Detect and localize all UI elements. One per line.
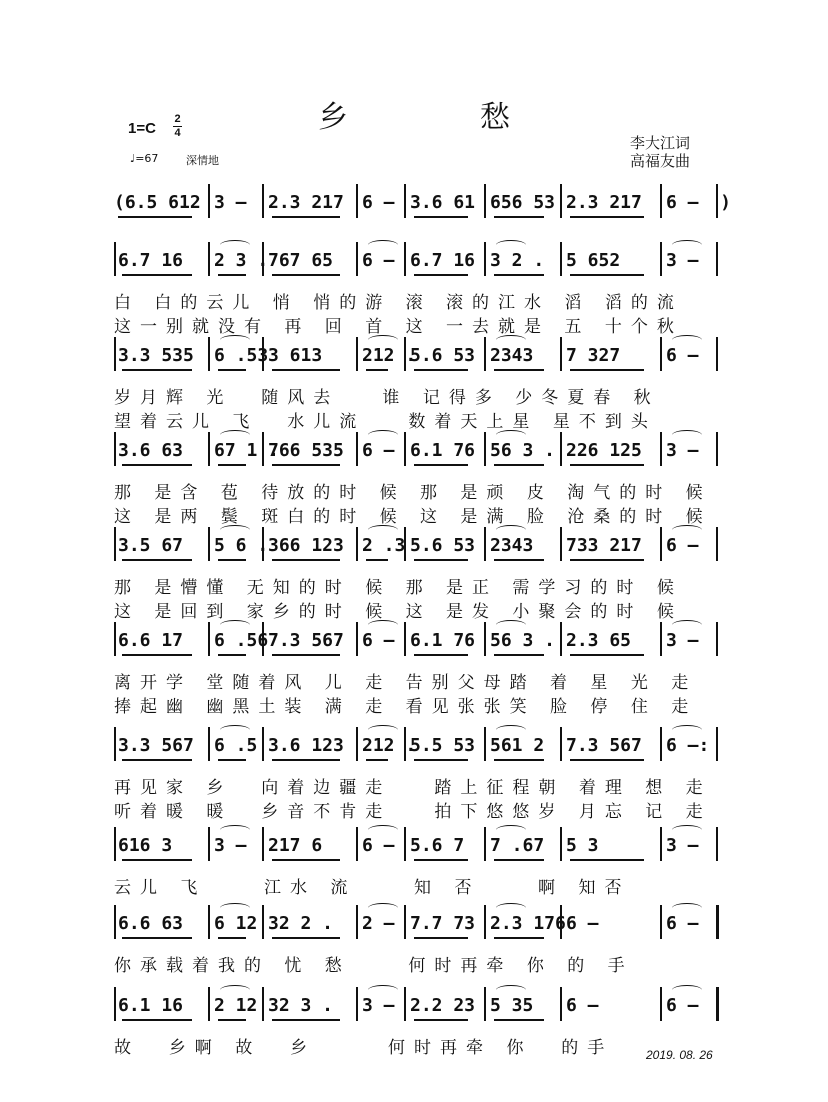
lyrics-verse-1: 白 白的云儿 悄 悄的游 滚 滚的江水 滔 滔的流	[114, 293, 683, 313]
measure-notes: 6 –	[666, 913, 699, 934]
lyrics-verse-1: 故 乡啊 故 乡 何时再牵 你 的手	[114, 1038, 614, 1058]
score-row	[0, 420, 828, 527]
measure-notes: 6.6 17	[118, 630, 184, 651]
measure-notes: 32 3 .	[268, 995, 334, 1016]
measure-notes: 6 –	[666, 345, 699, 366]
measure-notes: 2 .3	[362, 535, 406, 556]
beam-underline	[272, 369, 340, 371]
beam-underline	[494, 1019, 544, 1021]
slur-mark	[496, 903, 526, 913]
measure-notes: 2.3 217	[566, 192, 642, 213]
beam-underline	[218, 654, 246, 656]
beam-underline	[414, 559, 468, 561]
slur-mark	[496, 725, 526, 735]
lyrics-verse-2: 听着暖 暖 乡音不肯走 拍下悠悠岁 月忘 记 走	[114, 802, 712, 822]
measure-notes: 6.7 16	[118, 250, 184, 271]
measure-notes: 217 6	[268, 835, 323, 856]
beam-underline	[570, 274, 644, 276]
slur-mark	[496, 825, 526, 835]
measure-notes: 3 613	[268, 345, 323, 366]
beam-underline	[122, 937, 192, 939]
measure-notes: 67 1 .	[214, 440, 280, 461]
beam-underline	[570, 464, 644, 466]
notes-line	[0, 192, 828, 218]
slur-mark	[672, 430, 702, 440]
measure-notes: 2.2 23	[410, 995, 476, 1016]
beam-underline	[218, 1019, 246, 1021]
measure-notes: 6 –	[362, 250, 395, 271]
notes-line	[0, 345, 828, 371]
measure-notes: 7.7 73	[410, 913, 476, 934]
measure-notes: 5.5 53	[410, 735, 476, 756]
measure-notes: 2 –	[362, 913, 395, 934]
meter-top: 2	[174, 113, 181, 125]
notes-line	[0, 995, 828, 1021]
measure-notes: 6.7 16	[410, 250, 476, 271]
beam-underline	[272, 759, 340, 761]
measure-notes: 6 –	[362, 440, 395, 461]
measure-notes: 6 .5	[214, 735, 258, 756]
slur-mark	[220, 525, 250, 535]
measure-notes: 5.6 7	[410, 835, 465, 856]
measure-notes: 6.1 76	[410, 630, 476, 651]
beam-underline	[414, 216, 468, 218]
beam-underline	[366, 369, 388, 371]
slur-mark	[368, 825, 398, 835]
slur-mark	[220, 825, 250, 835]
measure-notes: 3 –	[362, 995, 395, 1016]
measure-notes: 3 –	[666, 630, 699, 651]
beam-underline	[570, 369, 644, 371]
lyrics-verse-1: 岁月辉 光 随风去 谁 记得多 少冬夏春 秋	[114, 388, 660, 408]
lyrics-verse-1: 云儿 飞 江水 流 知 否 啊 知否	[114, 878, 631, 898]
measure-notes: 6.1 76	[410, 440, 476, 461]
beam-underline	[414, 1019, 468, 1021]
measure-notes: 7 .67	[490, 835, 545, 856]
measure-notes: 32 2 .	[268, 913, 334, 934]
beam-underline	[122, 1019, 192, 1021]
measure-notes: 226 125	[566, 440, 642, 461]
slur-mark	[368, 903, 398, 913]
slur-mark	[368, 985, 398, 995]
tempo-marking: ♩=67	[130, 152, 159, 165]
score-row	[0, 715, 828, 822]
beam-underline	[122, 859, 192, 861]
measure-notes: 7 327	[566, 345, 621, 366]
slur-mark	[496, 620, 526, 630]
measure-notes: 5 652	[566, 250, 621, 271]
slur-mark	[672, 903, 702, 913]
beam-underline	[570, 216, 644, 218]
beam-underline	[494, 654, 544, 656]
slur-mark	[496, 335, 526, 345]
time-signature	[173, 114, 182, 139]
measure-notes: 767 65	[268, 250, 334, 271]
beam-underline	[494, 859, 544, 861]
measure-notes: 6 –	[566, 913, 599, 934]
beam-underline	[570, 654, 644, 656]
beam-underline	[272, 654, 340, 656]
lyrics-verse-1: 那 是含 苞 待放的时 候 那 是顽 皮 淘气的时 候	[114, 483, 712, 503]
beam-underline	[118, 216, 192, 218]
beam-underline	[272, 274, 340, 276]
slur-mark	[672, 725, 702, 735]
beam-underline	[494, 216, 544, 218]
measure-notes: 56 3 .	[490, 630, 556, 651]
measure-notes: 3 –	[214, 835, 247, 856]
slur-mark	[496, 240, 526, 250]
lyrics-verse-2: 捧起幽 幽黑土装 满 走 看见张张笑 脸 停 住 走	[114, 697, 698, 717]
measure-notes: 7.3 567	[566, 735, 642, 756]
slur-mark	[220, 903, 250, 913]
slur-mark	[220, 725, 250, 735]
notes-line	[0, 630, 828, 656]
meter-bottom: 4	[174, 127, 181, 139]
lyrics-verse-1: 再见家 乡 向着边疆走 踏上征程朝 着理 想 走	[114, 778, 712, 798]
beam-underline	[494, 464, 544, 466]
score-row	[0, 610, 828, 717]
beam-underline	[122, 559, 192, 561]
beam-underline	[272, 859, 340, 861]
measure-notes: 3.5 67	[118, 535, 184, 556]
lyrics-verse-2: 这一别就没有 再 回 首 这 一去就是 五 十个秋	[114, 317, 683, 337]
beam-underline	[218, 274, 246, 276]
slur-mark	[496, 985, 526, 995]
measure-notes: 2.3 65	[566, 630, 632, 651]
measure-notes: (6.5 612	[114, 192, 201, 213]
measure-notes: 6 – )	[666, 192, 732, 213]
beam-underline	[366, 759, 388, 761]
measure-notes: 2343	[490, 535, 534, 556]
measure-notes: 616 3	[118, 835, 173, 856]
measure-notes: 5 6 .	[214, 535, 269, 556]
beam-underline	[366, 559, 388, 561]
measure-notes: 6 –	[362, 835, 395, 856]
slur-mark	[368, 525, 398, 535]
measure-notes: 56 3 .	[490, 440, 556, 461]
measure-notes: 2.3 217	[268, 192, 344, 213]
slur-mark	[672, 985, 702, 995]
beam-underline	[570, 759, 644, 761]
beam-underline	[494, 937, 544, 939]
score-row	[0, 230, 828, 337]
measure-notes: 3 –	[666, 835, 699, 856]
beam-underline	[414, 654, 468, 656]
measure-notes: 3.3 567	[118, 735, 194, 756]
slur-mark	[672, 335, 702, 345]
slur-mark	[496, 525, 526, 535]
slur-mark	[672, 620, 702, 630]
measure-notes: 3 2 .	[490, 250, 545, 271]
measure-notes: 2 12	[214, 995, 258, 1016]
notes-line	[0, 913, 828, 939]
title-char-1: 乡	[318, 100, 350, 135]
beam-underline	[414, 274, 468, 276]
beam-underline	[122, 654, 192, 656]
slur-mark	[368, 335, 398, 345]
score-row	[0, 515, 828, 622]
notes-line	[0, 735, 828, 761]
score-row	[0, 975, 828, 1079]
date-stamp: 2019. 08. 26	[646, 1048, 713, 1062]
measure-notes: 5.6 53	[410, 535, 476, 556]
beam-underline	[122, 274, 192, 276]
lyrics-verse-1: 那 是懵懂 无知的时 候 那 是正 需学习的时 候	[114, 578, 683, 598]
beam-underline	[494, 274, 544, 276]
beam-underline	[122, 369, 192, 371]
measure-notes: 5 35	[490, 995, 534, 1016]
slur-mark	[496, 430, 526, 440]
slur-mark	[672, 825, 702, 835]
measure-notes: 766 535	[268, 440, 344, 461]
beam-underline	[122, 759, 192, 761]
measure-notes: 366 123	[268, 535, 344, 556]
measure-notes: 6 –:	[666, 735, 710, 756]
beam-underline	[570, 859, 644, 861]
beam-underline	[414, 937, 468, 939]
measure-notes: 561 2	[490, 735, 545, 756]
beam-underline	[218, 369, 246, 371]
beam-underline	[218, 559, 246, 561]
measure-notes: 5 3	[566, 835, 599, 856]
beam-underline	[414, 464, 468, 466]
measure-notes: 6 –	[362, 192, 395, 213]
slur-mark	[220, 620, 250, 630]
measure-notes: 5.6 53	[410, 345, 476, 366]
beam-underline	[218, 464, 246, 466]
notes-line	[0, 535, 828, 561]
measure-notes: 3.6 123	[268, 735, 344, 756]
measure-notes: 733 217	[566, 535, 642, 556]
beam-underline	[272, 559, 340, 561]
title-char-2: 愁	[480, 100, 512, 135]
measure-notes: 3.6 61	[410, 192, 476, 213]
measure-notes: 2343	[490, 345, 534, 366]
beam-underline	[494, 759, 544, 761]
measure-notes: 2.3 176	[490, 913, 566, 934]
beam-underline	[494, 559, 544, 561]
measure-notes: 6.6 63	[118, 913, 184, 934]
slur-mark	[220, 240, 250, 250]
beam-underline	[218, 937, 246, 939]
slur-mark	[368, 725, 398, 735]
lyrics-verse-1: 离开学 堂随着风 儿 走 告别父母踏 着 星 光 走	[114, 673, 698, 693]
measure-notes: 3 –	[214, 192, 247, 213]
beam-underline	[570, 559, 644, 561]
measure-notes: 656 53	[490, 192, 556, 213]
measure-notes: 3.6 63	[118, 440, 184, 461]
measure-notes: 6 –	[666, 535, 699, 556]
lyrics-verse-2: 这 是两 鬓 斑白的时 候 这 是满 脸 沧桑的时 候	[114, 507, 712, 527]
beam-underline	[494, 369, 544, 371]
beam-underline	[414, 759, 468, 761]
notes-line	[0, 250, 828, 276]
notes-line	[0, 835, 828, 861]
key-signature: 1=C	[128, 120, 156, 137]
lyrics-verse-2: 这 是回到 家乡的时 候 这 是发 小聚会的时 候	[114, 602, 683, 622]
measure-notes: 6.1 16	[118, 995, 184, 1016]
measure-notes: 7.3 567	[268, 630, 344, 651]
slur-mark	[220, 985, 250, 995]
lyrics-verse-1: 你承载着我的 忧 愁 何时再牵 你 的 手	[114, 956, 634, 976]
composer-credit: 高福友曲	[630, 152, 691, 170]
score-row	[0, 325, 828, 432]
slur-mark	[220, 335, 250, 345]
beam-underline	[272, 464, 340, 466]
lyricist-credit: 李大江词	[630, 134, 691, 152]
measure-notes: 3 –	[666, 440, 699, 461]
beam-underline	[122, 464, 192, 466]
measure-notes: 3.3 535	[118, 345, 194, 366]
measure-notes: 212 .	[362, 735, 417, 756]
measure-notes: 6 –	[362, 630, 395, 651]
expression-marking: 深情地	[186, 154, 219, 167]
beam-underline	[414, 859, 468, 861]
beam-underline	[414, 369, 468, 371]
slur-mark	[368, 620, 398, 630]
slur-mark	[220, 430, 250, 440]
measure-notes: 6 .53	[214, 345, 269, 366]
measure-notes: 6 –	[666, 995, 699, 1016]
beam-underline	[272, 1019, 340, 1021]
beam-underline	[218, 759, 246, 761]
measure-notes: 212 .	[362, 345, 417, 366]
slur-mark	[672, 525, 702, 535]
notes-line	[0, 440, 828, 466]
lyrics-verse-2: 望着云儿 飞 水儿流 数着天上星 星不到头	[114, 412, 657, 432]
measure-notes: 6 12	[214, 913, 258, 934]
measure-notes: 3 –	[666, 250, 699, 271]
measure-notes: 6 .56	[214, 630, 269, 651]
beam-underline	[272, 216, 340, 218]
measure-notes: 6 –	[566, 995, 599, 1016]
beam-underline	[272, 937, 340, 939]
slur-mark	[672, 240, 702, 250]
slur-mark	[368, 430, 398, 440]
slur-mark	[368, 240, 398, 250]
measure-notes: 2 3 .	[214, 250, 269, 271]
